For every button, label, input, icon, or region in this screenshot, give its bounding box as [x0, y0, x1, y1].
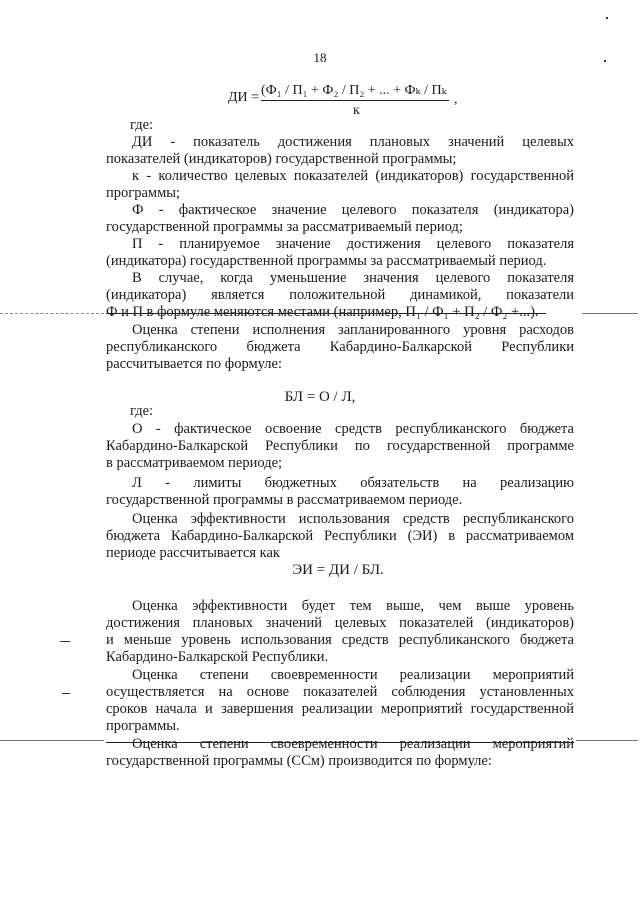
scan-artifact-line	[582, 313, 638, 314]
text-line: государственной программы за рассматриваемый период;	[106, 219, 463, 235]
text-line: программы;	[106, 185, 181, 201]
text-line: где:	[130, 403, 154, 419]
text-line: Оценка степени своевременности реализации мероприятий	[132, 667, 574, 683]
text-line: Оценка степени исполнения запланированного уровня расходов	[132, 322, 574, 338]
text-line: в рассматриваемом периоде;	[106, 455, 283, 471]
formula-di-lhs: ДИ =	[228, 90, 260, 105]
text-line: Л - лимиты бюджетных обязательств на реализацию	[132, 475, 574, 491]
text-line: рассчитывается по формуле:	[106, 356, 282, 372]
text-line: (индикатора) является положительной динамикой, показатели	[106, 287, 574, 303]
text-line: В случае, когда уменьшение значения целевого показателя	[132, 270, 574, 286]
formula-di-comma: ,	[454, 92, 458, 107]
text-line: Оценка степени своевременности реализации мероприятий	[132, 736, 574, 752]
scan-speck	[60, 641, 70, 642]
scan-speck	[604, 60, 606, 62]
text-line: республиканского бюджета Кабардино-Балкарской Республики	[106, 339, 574, 355]
text-line: ДИ - показатель достижения плановых значений целевых	[132, 134, 574, 150]
scan-artifact-strike	[106, 313, 546, 314]
fraction-bar	[261, 100, 449, 101]
text-line: О - фактическое освоение средств республиканского бюджета	[132, 421, 574, 437]
formula-ei: ЭИ = ДИ / БЛ.	[292, 562, 384, 578]
text-line: и меньше уровень использования средств республиканского бюджета	[106, 632, 574, 648]
text-line: Кабардино-Балкарской Республики.	[106, 649, 329, 665]
text-line: осуществляется на основе показателей соблюдения установленных	[106, 684, 574, 700]
scan-artifact-line	[576, 740, 638, 741]
text-line: (индикатора) государственной программы за рассматриваемый период.	[106, 253, 547, 269]
text-line: программы.	[106, 718, 180, 734]
text-line: Кабардино-Балкарской Республики по государственной программе	[106, 438, 574, 454]
text-line: Оценка эффективности использования средств республиканского	[132, 511, 574, 527]
text-line: где:	[130, 117, 154, 133]
formula-di-denominator: к	[353, 103, 360, 118]
formula-di	[228, 80, 468, 126]
text-line: периоде рассчитывается как	[106, 545, 280, 561]
scan-artifact-line	[0, 740, 104, 741]
text-line: к - количество целевых показателей (индикаторов) государственной	[132, 168, 574, 184]
text-line: Оценка эффективности будет тем выше, чем выше уровень	[132, 598, 574, 614]
text-line: сроков начала и завершения реализации мероприятий государственной	[106, 701, 574, 717]
scan-artifact-line	[0, 313, 104, 314]
text-line: Ф и П в формуле меняются местами (например, П₁ / Ф₁ + П₂ / Ф₂ +...).	[106, 304, 539, 320]
scan-artifact-strike	[106, 742, 574, 743]
formula-di-numerator: (Ф₁ / П₁ + Ф₂ / П₂ + ... + Фₖ / Пₖ	[261, 83, 447, 98]
page-number: 18	[313, 50, 327, 65]
text-line: бюджета Кабардино-Балкарской Республики (ЭИ) в рассматриваемом	[106, 528, 574, 544]
scan-speck	[606, 17, 608, 19]
formula-bl: БЛ = О / Л,	[284, 389, 356, 405]
text-line: государственной программы (ССм) производится по формуле:	[106, 753, 492, 769]
text-line: государственной программы в рассматриваемом периоде.	[106, 492, 463, 508]
text-line: достижения плановых значений целевых показателей (индикаторов)	[106, 615, 574, 631]
scan-speck	[62, 693, 70, 694]
text-line: Ф - фактическое значение целевого показателя (индикатора)	[132, 202, 574, 218]
text-line: П - планируемое значение достижения целевого показателя	[132, 236, 574, 252]
text-line: показателей (индикаторов) государственной программы;	[106, 151, 457, 167]
